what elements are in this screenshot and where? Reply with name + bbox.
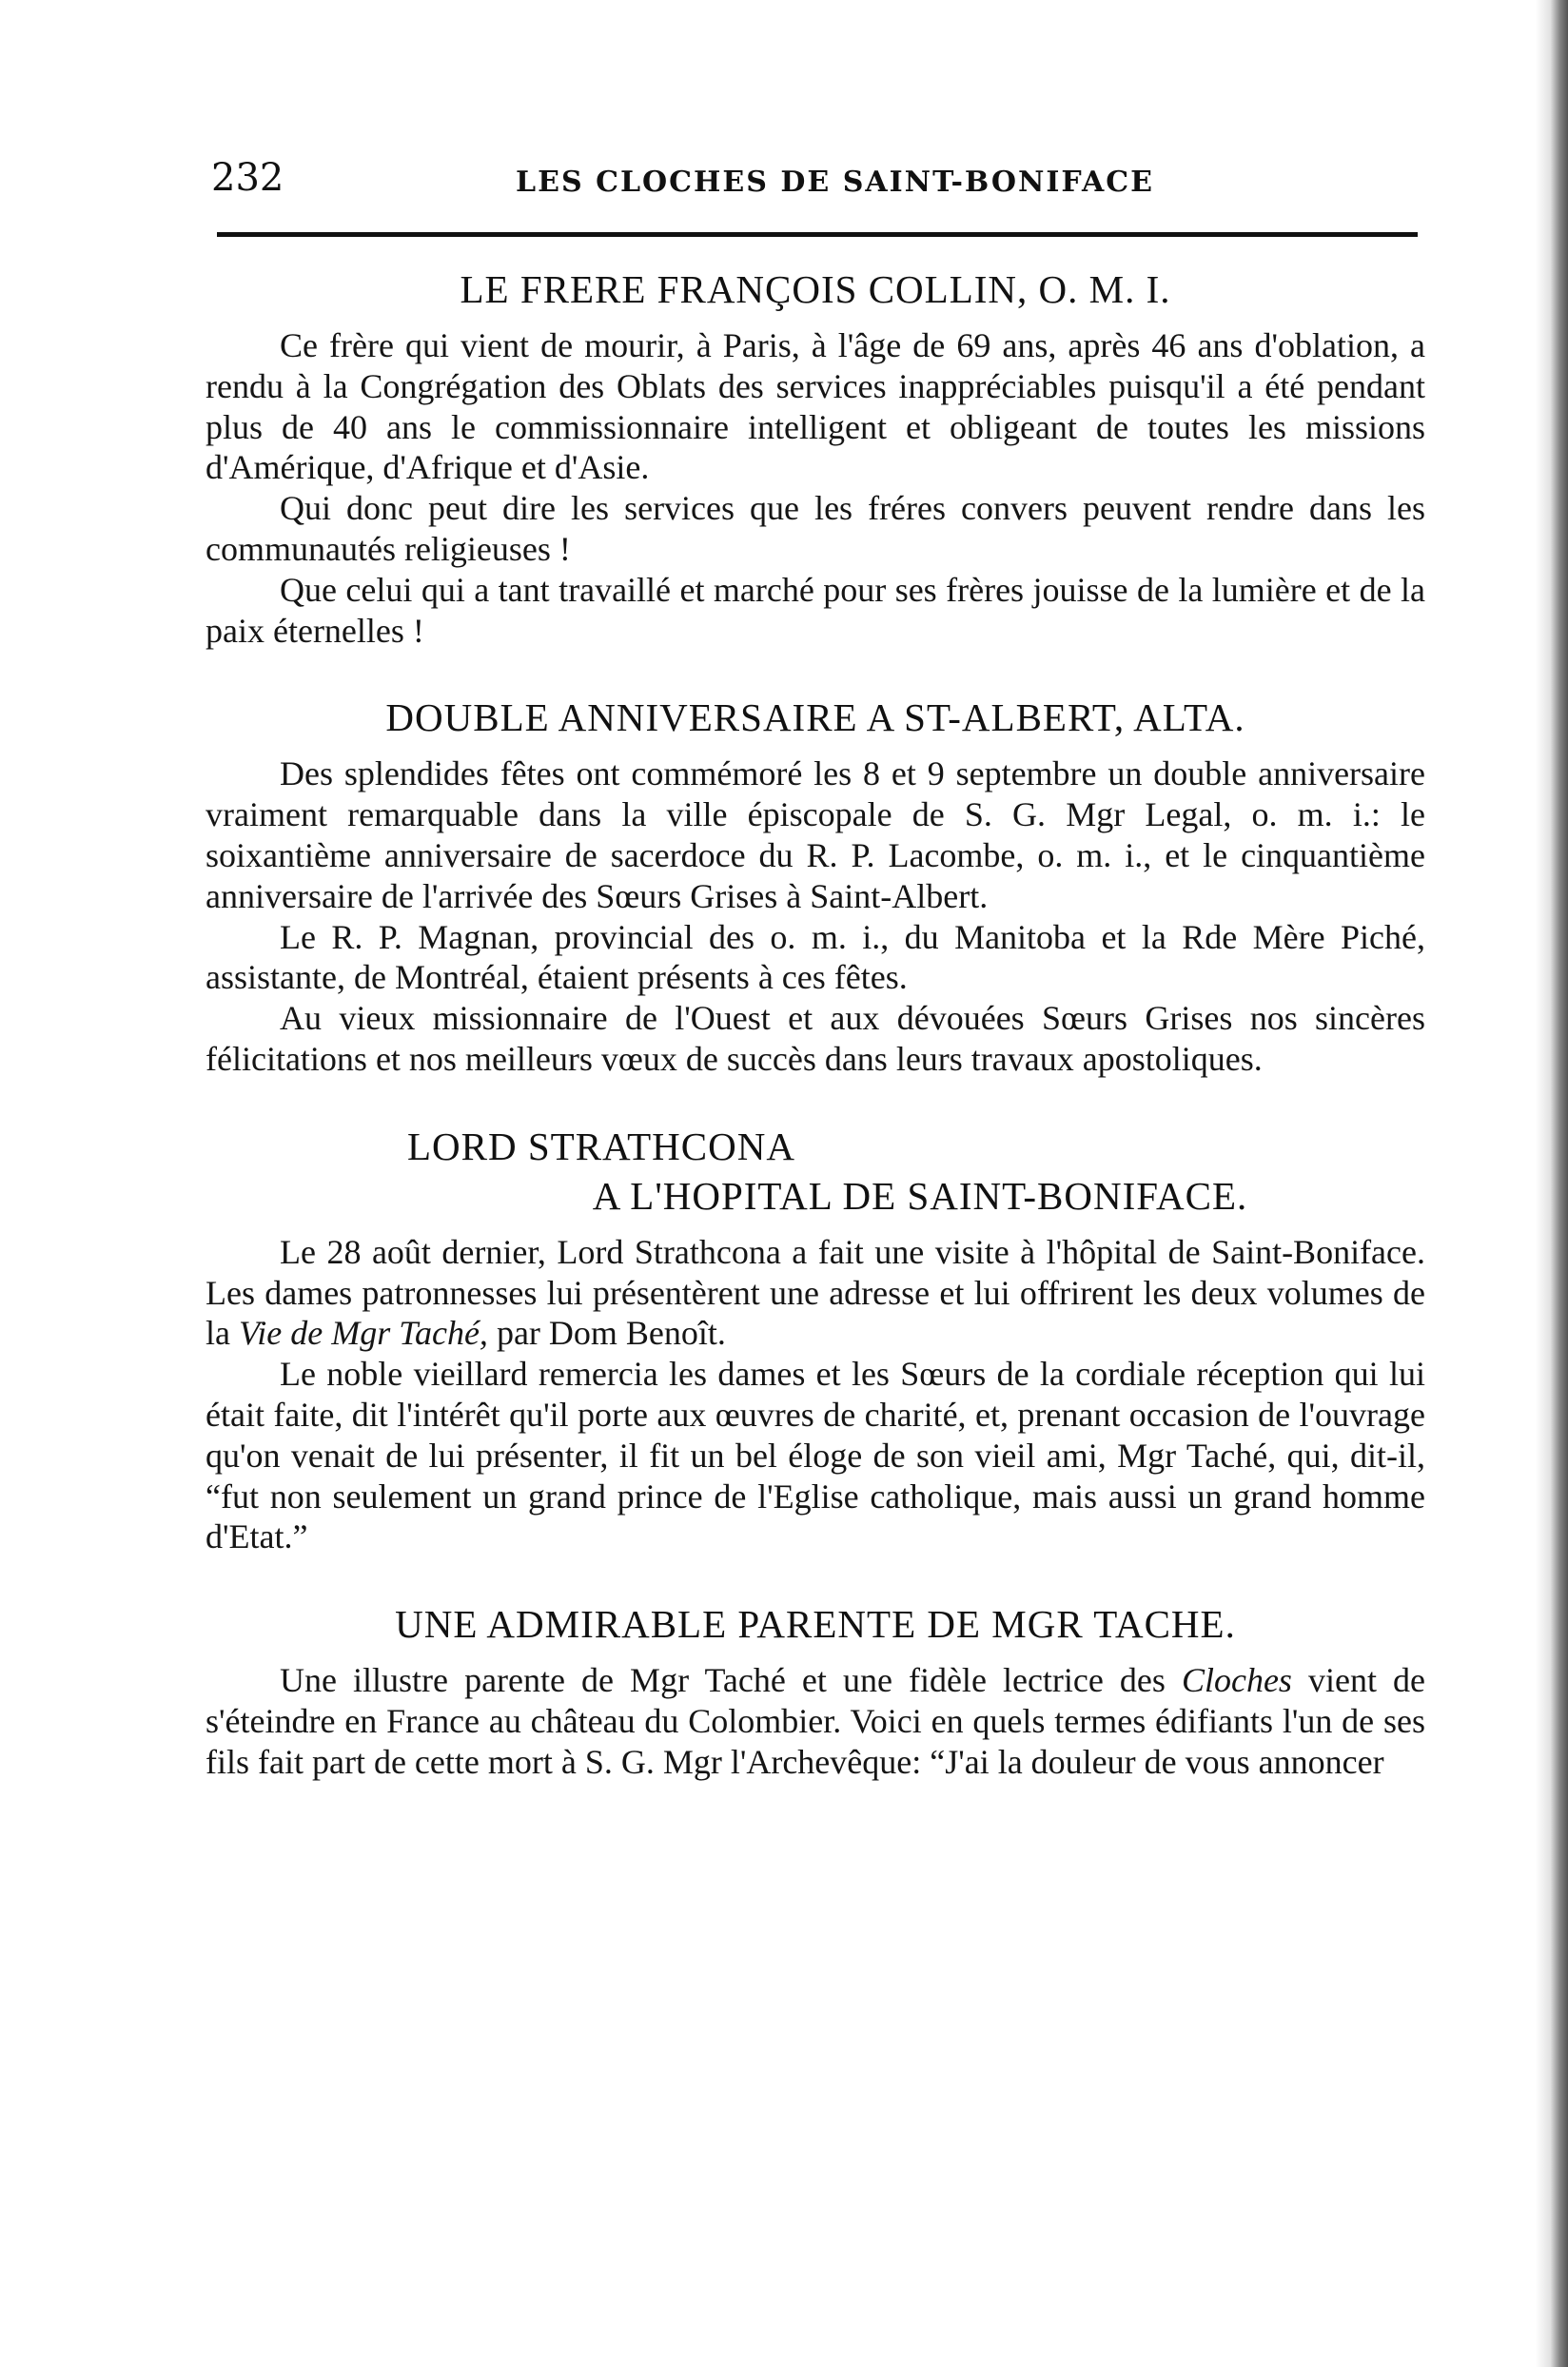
- page-body: [206, 255, 1425, 1783]
- journal-name: Cloches: [1181, 1661, 1292, 1700]
- paragraph-text: illustre parente de Mgr Taché et une fidèle lectrice des: [353, 1661, 1166, 1700]
- article-heading: UNE ADMIRABLE PARENTE DE MGR TACHE.: [395, 1602, 1236, 1647]
- binding-shadow: [1536, 0, 1568, 2367]
- paragraph: Le noble vieillard remercia les dames et les Sœurs de la cordiale réception qui lui était faite, dit l'intérêt qu'il porte aux œuvres de charité, et, prenant occasion de l'ouvrage qu'on venait de lui présenter, il fit un bel éloge de son vieil ami, Mgr Taché, qui, dit-il, “fut non seulement un grand prince de l'Eglise catholique, mais aussi un grand homme d'Etat.”: [206, 1355, 1425, 1556]
- header-rule: [217, 232, 1418, 237]
- paragraph: Qui donc peut dire les services que les fréres convers peuvent rendre dans les communautés religieuses !: [206, 489, 1425, 568]
- article-double-anniversaire: [206, 693, 1425, 1079]
- article-heading: LORD STRATHCONA: [407, 1124, 795, 1168]
- paragraph: Ce frère qui vient de mourir, à Paris, à l'âge de 69 ans, après 46 ans d'oblation, a rendu à la Congrégation des Oblats des services inappréciables puisqu'il a été pendant plus de 40 ans le commissionnaire intelligent et obligeant de toutes les missions d'Amérique, d'Afrique et d'Asie.: [206, 326, 1425, 487]
- book-title: Vie de Mgr Taché,: [238, 1314, 488, 1353]
- paragraph: Que celui qui a tant travaillé et marché pour ses frères jouisse de la lumière et de la paix éternelles !: [206, 570, 1425, 650]
- paragraph-text: Une: [280, 1661, 337, 1700]
- paragraph-text: par Dom Benoît.: [496, 1314, 726, 1353]
- page-number: 232: [211, 156, 284, 200]
- article-admirable-parente: [206, 1599, 1425, 1782]
- paragraph: Au vieux missionnaire de l'Ouest et aux dévouées Sœurs Grises nos sincères félicitations et nos meilleurs vœux de succès dans leurs travaux apostoliques.: [206, 999, 1425, 1078]
- paragraph: [206, 1232, 1425, 1354]
- article-subheading: A L'HOPITAL DE SAINT-BONIFACE.: [592, 1173, 1248, 1218]
- paragraph: Des splendides fêtes ont commémoré les 8 et 9 septembre un double anniversaire vraiment remarquable dans la ville épiscopale de S. G. Mgr Legal, o. m. i.: le soixantième anniversaire de sacerdoce du R. P. Lacombe, o. m. i., et le cinquantième anniversaire de l'arrivée des Sœurs Grises à Saint-Albert.: [206, 754, 1425, 915]
- paragraph-text: vient de s'éteindre en France au château du Colombier. Voici en quels termes édifiants l'un de ses fils fait part de cette mort à S. G. Mgr l'Archevêque: “J'ai la douleur de vous annoncer: [206, 1661, 1425, 1781]
- paragraph: [206, 1660, 1425, 1782]
- running-title: LES CLOCHES DE SAINT-BONIFACE: [516, 166, 1154, 199]
- article-frere-collin: [206, 264, 1425, 651]
- paragraph: Le R. P. Magnan, provincial des o. m. i., du Manitoba et la Rde Mère Piché, assistante, de Montréal, étaient présents à ces fêtes.: [206, 917, 1425, 997]
- article-heading: LE FRERE FRANÇOIS COLLIN, O. M. I.: [460, 267, 1171, 311]
- article-lord-strathcona: [206, 1122, 1425, 1557]
- running-head: [211, 152, 1420, 209]
- article-heading: DOUBLE ANNIVERSAIRE A ST-ALBERT, ALTA.: [385, 695, 1245, 740]
- paragraph-text: Le 28 août dernier, Lord Strathcona a fait une visite à l'hôpital de Saint-Boniface. Les dames patronnesses lui présentèrent une adresse et lui offrirent les deux volumes de la: [206, 1232, 1425, 1353]
